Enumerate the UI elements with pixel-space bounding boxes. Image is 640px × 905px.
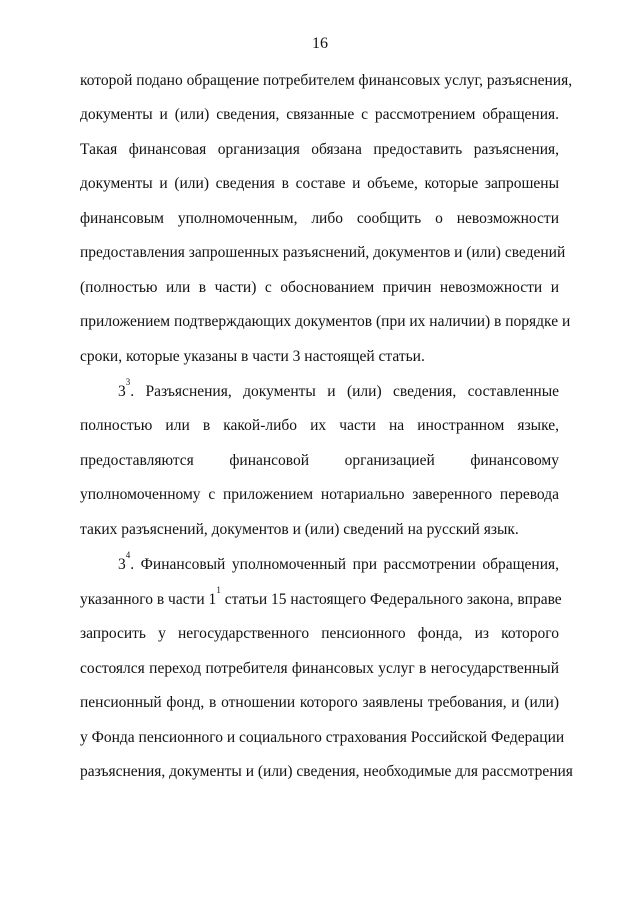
para3-line2-post: статьи 15 настоящего Федерального закона, вправе (220, 591, 562, 608)
para2-line-3: предоставляются финансовой организацией финансовому (80, 452, 559, 469)
page-number: 16 (312, 35, 328, 52)
para3-number: 3 (118, 556, 126, 573)
para1-line-5: финансовым уполномоченным, либо сообщить о невозможности (80, 210, 559, 227)
para3-line-3: запросить у негосударственного пенсионного фонда, из которого (80, 625, 559, 642)
para3-superscript: 4 (125, 550, 131, 560)
para1-line-7: (полностью или в части) с обоснованием причин невозможности и (80, 279, 559, 296)
para2-line-2: полностью или в какой-либо их части на иностранном языке, (80, 417, 559, 434)
para3-line-4: состоялся переход потребителя финансовых услуг в негосударственный (80, 660, 559, 677)
para3-line-7: разъяснения, документы и (или) сведения, необходимые для рассмотрения (80, 763, 573, 780)
para3-line-6: у Фонда пенсионного и социального страхования Российской Федерации (80, 729, 565, 746)
para3-line2-pre: указанного в части 1 (80, 591, 217, 608)
para3-line-1 (118, 550, 559, 575)
para1-line-4: документы и (или) сведения в составе и объеме, которые запрошены (80, 175, 559, 192)
para1-line-3: Такая финансовая организация обязана предоставить разъяснения, (80, 141, 559, 158)
para2-superscript: 3 (125, 377, 131, 387)
para1-line-6: предоставления запрошенных разъяснений, документов и (или) сведений (80, 244, 566, 261)
para1-line-2: документы и (или) сведения, связанные с рассмотрением обращения. (80, 106, 559, 123)
para2-line-1 (118, 377, 559, 402)
para3-line-5: пенсионный фонд, в отношении которого заявлены требования, и (или) (80, 694, 559, 711)
para2-first-line-text: . Разъяснения, документы и (или) сведения, составленные (130, 383, 559, 400)
para1-line-8: приложением подтверждающих документов (при их наличии) в порядке и (80, 313, 571, 330)
para3-line-2 (80, 585, 562, 610)
para2-number: 3 (118, 383, 126, 400)
para1-line-9: сроки, которые указаны в части 3 настоящей статьи. (80, 348, 425, 365)
para2-line-4: уполномоченному с приложением нотариально заверенного перевода (80, 486, 559, 503)
para1-line-1: которой подано обращение потребителем финансовых услуг, разъяснения, (80, 72, 573, 89)
para3-first-line-text: . Финансовый уполномоченный при рассмотрении обращения, (130, 556, 559, 573)
para3-line2-superscript: 1 (216, 585, 221, 595)
para2-line-5: таких разъяснений, документов и (или) сведений на русский язык. (80, 521, 519, 538)
